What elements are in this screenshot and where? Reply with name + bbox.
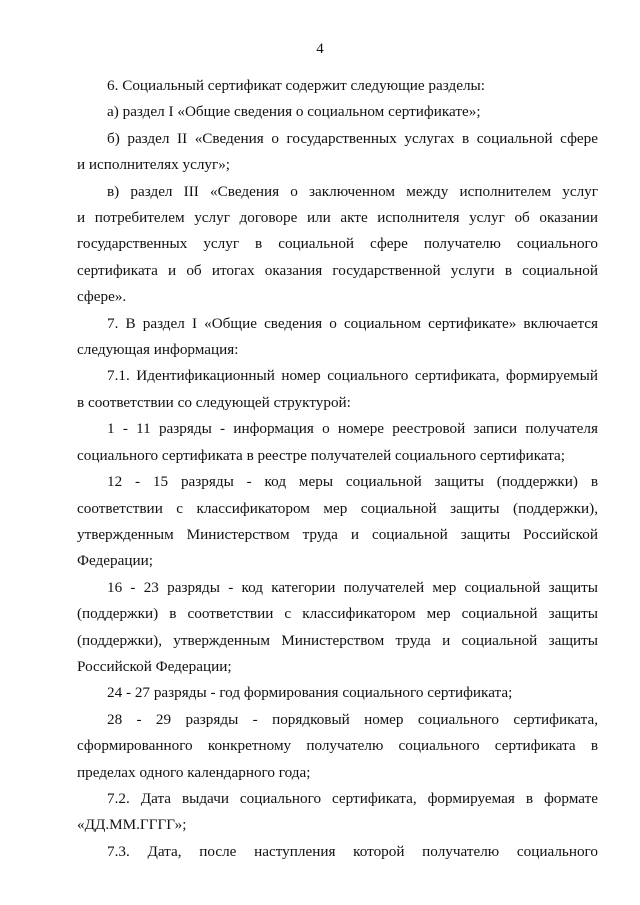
paragraph xyxy=(77,786,598,839)
paragraph xyxy=(77,126,598,179)
paragraph-line: сфере». xyxy=(77,288,127,306)
paragraph xyxy=(77,680,598,706)
paragraph-line: 12 - 15 разряды - код меры социальной защиты (поддержки) в xyxy=(107,473,598,491)
paragraph-line: 7.2. Дата выдачи социального сертификата, формируемая в формате xyxy=(107,789,598,807)
paragraph xyxy=(77,311,598,364)
paragraph-line: социального сертификата в реестре получателей социального сертификата; xyxy=(77,446,566,464)
page-number: 4 xyxy=(316,41,324,57)
paragraph-line: и исполнителях услуг»; xyxy=(77,156,231,174)
paragraph-line: (поддержки) в соответствии с классификатором мер социальной защиты xyxy=(77,605,598,623)
paragraph-line: 7. В раздел I «Общие сведения о социальном сертификате» включается xyxy=(107,314,598,332)
paragraph xyxy=(77,839,598,865)
paragraph-line: «ДД.ММ.ГГГГ»; xyxy=(77,816,187,834)
paragraph-line: (поддержки), утвержденным Министерством труда и социальной защиты xyxy=(77,631,598,649)
paragraph xyxy=(77,575,598,681)
paragraph-line: государственных услуг в социальной сфере получателю социального xyxy=(77,235,598,253)
paragraph-line: 1 - 11 разряды - информация о номере реестровой записи получателя xyxy=(107,420,598,438)
paragraph xyxy=(77,179,598,311)
document-body xyxy=(77,73,598,865)
paragraph-line: Федерации; xyxy=(77,552,153,570)
paragraph-line: и потребителем услуг договоре или акте исполнителя услуг об оказании xyxy=(77,209,598,227)
paragraph-line: сформированного конкретному получателю социального сертификата в xyxy=(77,737,598,755)
paragraph-line: сертификата и об итогах оказания государственной услуги в социальной xyxy=(77,261,598,279)
paragraph-line: в) раздел III «Сведения о заключенном между исполнителем услуг xyxy=(107,182,598,200)
paragraph xyxy=(77,363,598,416)
paragraph-line: в соответствии со следующей структурой: xyxy=(77,393,351,411)
paragraph-line: Российской Федерации; xyxy=(77,657,232,675)
paragraph-line: 7.3. Дата, после наступления которой получателю социального xyxy=(107,842,598,860)
paragraph-line: 6. Социальный сертификат содержит следующие разделы: xyxy=(107,77,485,94)
paragraph xyxy=(77,707,598,786)
paragraph-line: пределах одного календарного года; xyxy=(77,763,311,781)
paragraph-line: 24 - 27 разряды - год формирования социального сертификата; xyxy=(107,684,513,702)
paragraph xyxy=(77,416,598,469)
paragraph xyxy=(77,99,598,125)
paragraph-line: утвержденным Министерством труда и социальной защиты Российской xyxy=(77,525,598,543)
paragraph xyxy=(77,469,598,575)
paragraph-line: 7.1. Идентификационный номер социального сертификата, формируемый xyxy=(107,367,598,385)
paragraph-line: б) раздел II «Сведения о государственных услугах в социальной сфере xyxy=(107,129,598,147)
paragraph-line: следующая информация: xyxy=(77,341,239,359)
paragraph-line: 28 - 29 разряды - порядковый номер социального сертификата, xyxy=(107,710,598,728)
paragraph xyxy=(77,73,598,99)
paragraph-line: 16 - 23 разряды - код категории получателей мер социальной защиты xyxy=(107,578,598,596)
paragraph-line: соответствии с классификатором мер социальной защиты (поддержки), xyxy=(77,499,598,517)
paragraph-line: а) раздел I «Общие сведения о социальном сертификате»; xyxy=(107,103,481,121)
